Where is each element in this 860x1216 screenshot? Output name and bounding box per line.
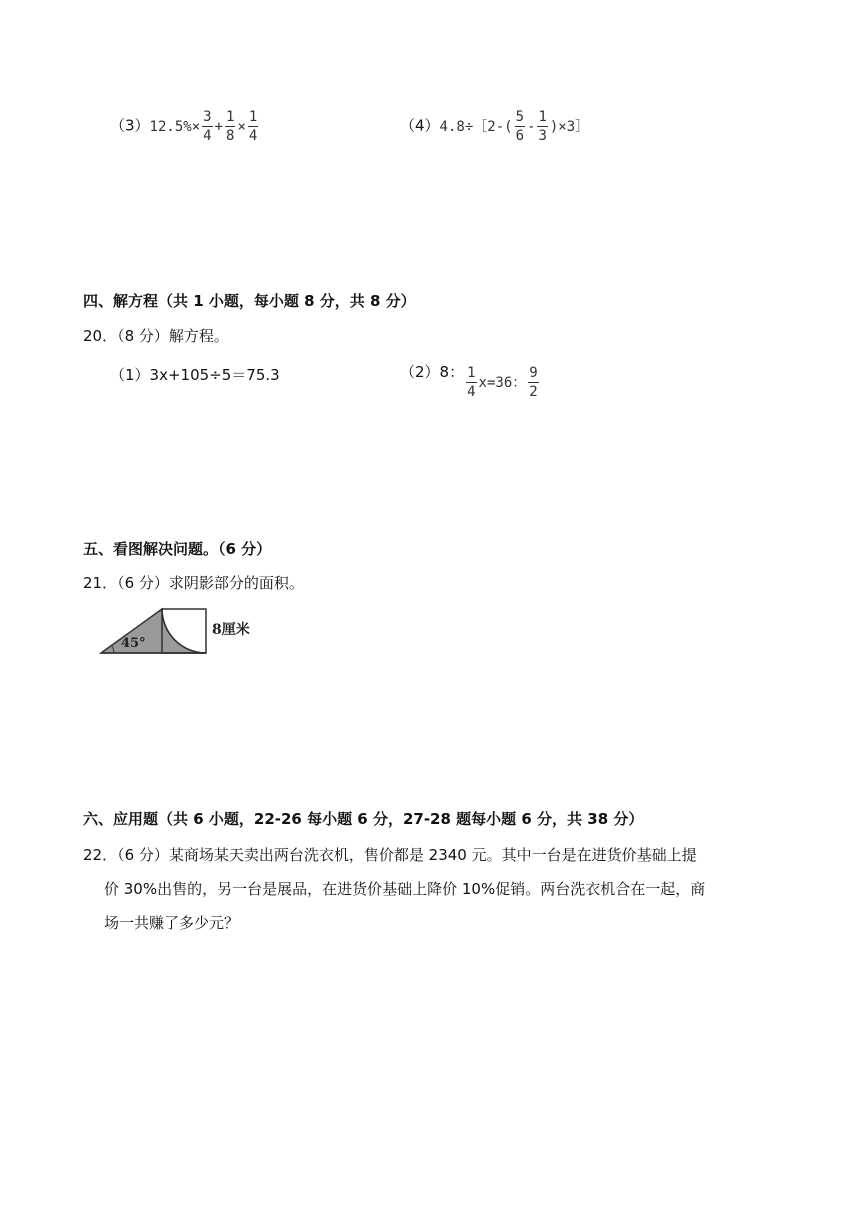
question-22-line-2: 价 30%出售的，另一台是展品，在进货价基础上降价 10%促销。两台洗衣机合在一起，商 (104, 880, 706, 898)
equation-2: （2）8： $\frac{1}{4}$ x=36： $\frac{9}{2}$ (400, 357, 541, 399)
shaded-area-figure (96, 605, 266, 660)
equation-1: （1）3x+105÷5＝75.3 (110, 366, 280, 384)
math-expression: 12.5%× $\frac{3}{4}$ + $\frac{1}{8}$ × $\frac{1}{4}$ (149, 109, 258, 144)
fraction: $\frac{9}{2}$ (529, 365, 538, 400)
fraction: $\frac{1}{4}$ (248, 109, 258, 144)
expression-item-4 (400, 110, 589, 143)
item-label: （4） (400, 116, 440, 135)
fraction: $\frac{3}{4}$ (203, 109, 212, 144)
fraction: $\frac{5}{6}$ (515, 109, 524, 144)
fraction: $\frac{1}{8}$ (226, 109, 235, 144)
question-21: 21．（6 分）求阴影部分的面积。 (83, 574, 304, 592)
expression-item-3 (110, 110, 260, 143)
question-22-line-1: 22．（6 分）某商场某天卖出两台洗衣机，售价都是 2340 元。其中一台是在进货价基础上提 (83, 846, 697, 864)
fraction: $\frac{1}{3}$ (538, 109, 547, 144)
question-22-line-3: 场一共赚了多少元？ (104, 914, 240, 932)
section-heading-4: 四、解方程（共 1 小题，每小题 8 分，共 8 分） (83, 292, 416, 310)
section-heading-6: 六、应用题（共 6 小题，22-26 每小题 6 分，27-28 题每小题 6 分，共 38 分） (83, 810, 644, 828)
section-heading-5: 五、看图解决问题。（6 分） (83, 540, 272, 558)
shaded-region (101, 609, 206, 653)
angle-label: 45° (121, 636, 146, 651)
math-expression: $\frac{1}{4}$ x=36： $\frac{9}{2}$ (467, 365, 538, 400)
item-label: （3） (110, 116, 150, 135)
math-expression: 4.8÷［2-( $\frac{5}{6}$ - $\frac{1}{3}$ )×3］ (439, 109, 590, 144)
question-20: 20．（8 分）解方程。 (83, 327, 229, 345)
fraction: $\frac{1}{4}$ (467, 365, 476, 400)
side-length-label: 8厘米 (212, 622, 250, 638)
